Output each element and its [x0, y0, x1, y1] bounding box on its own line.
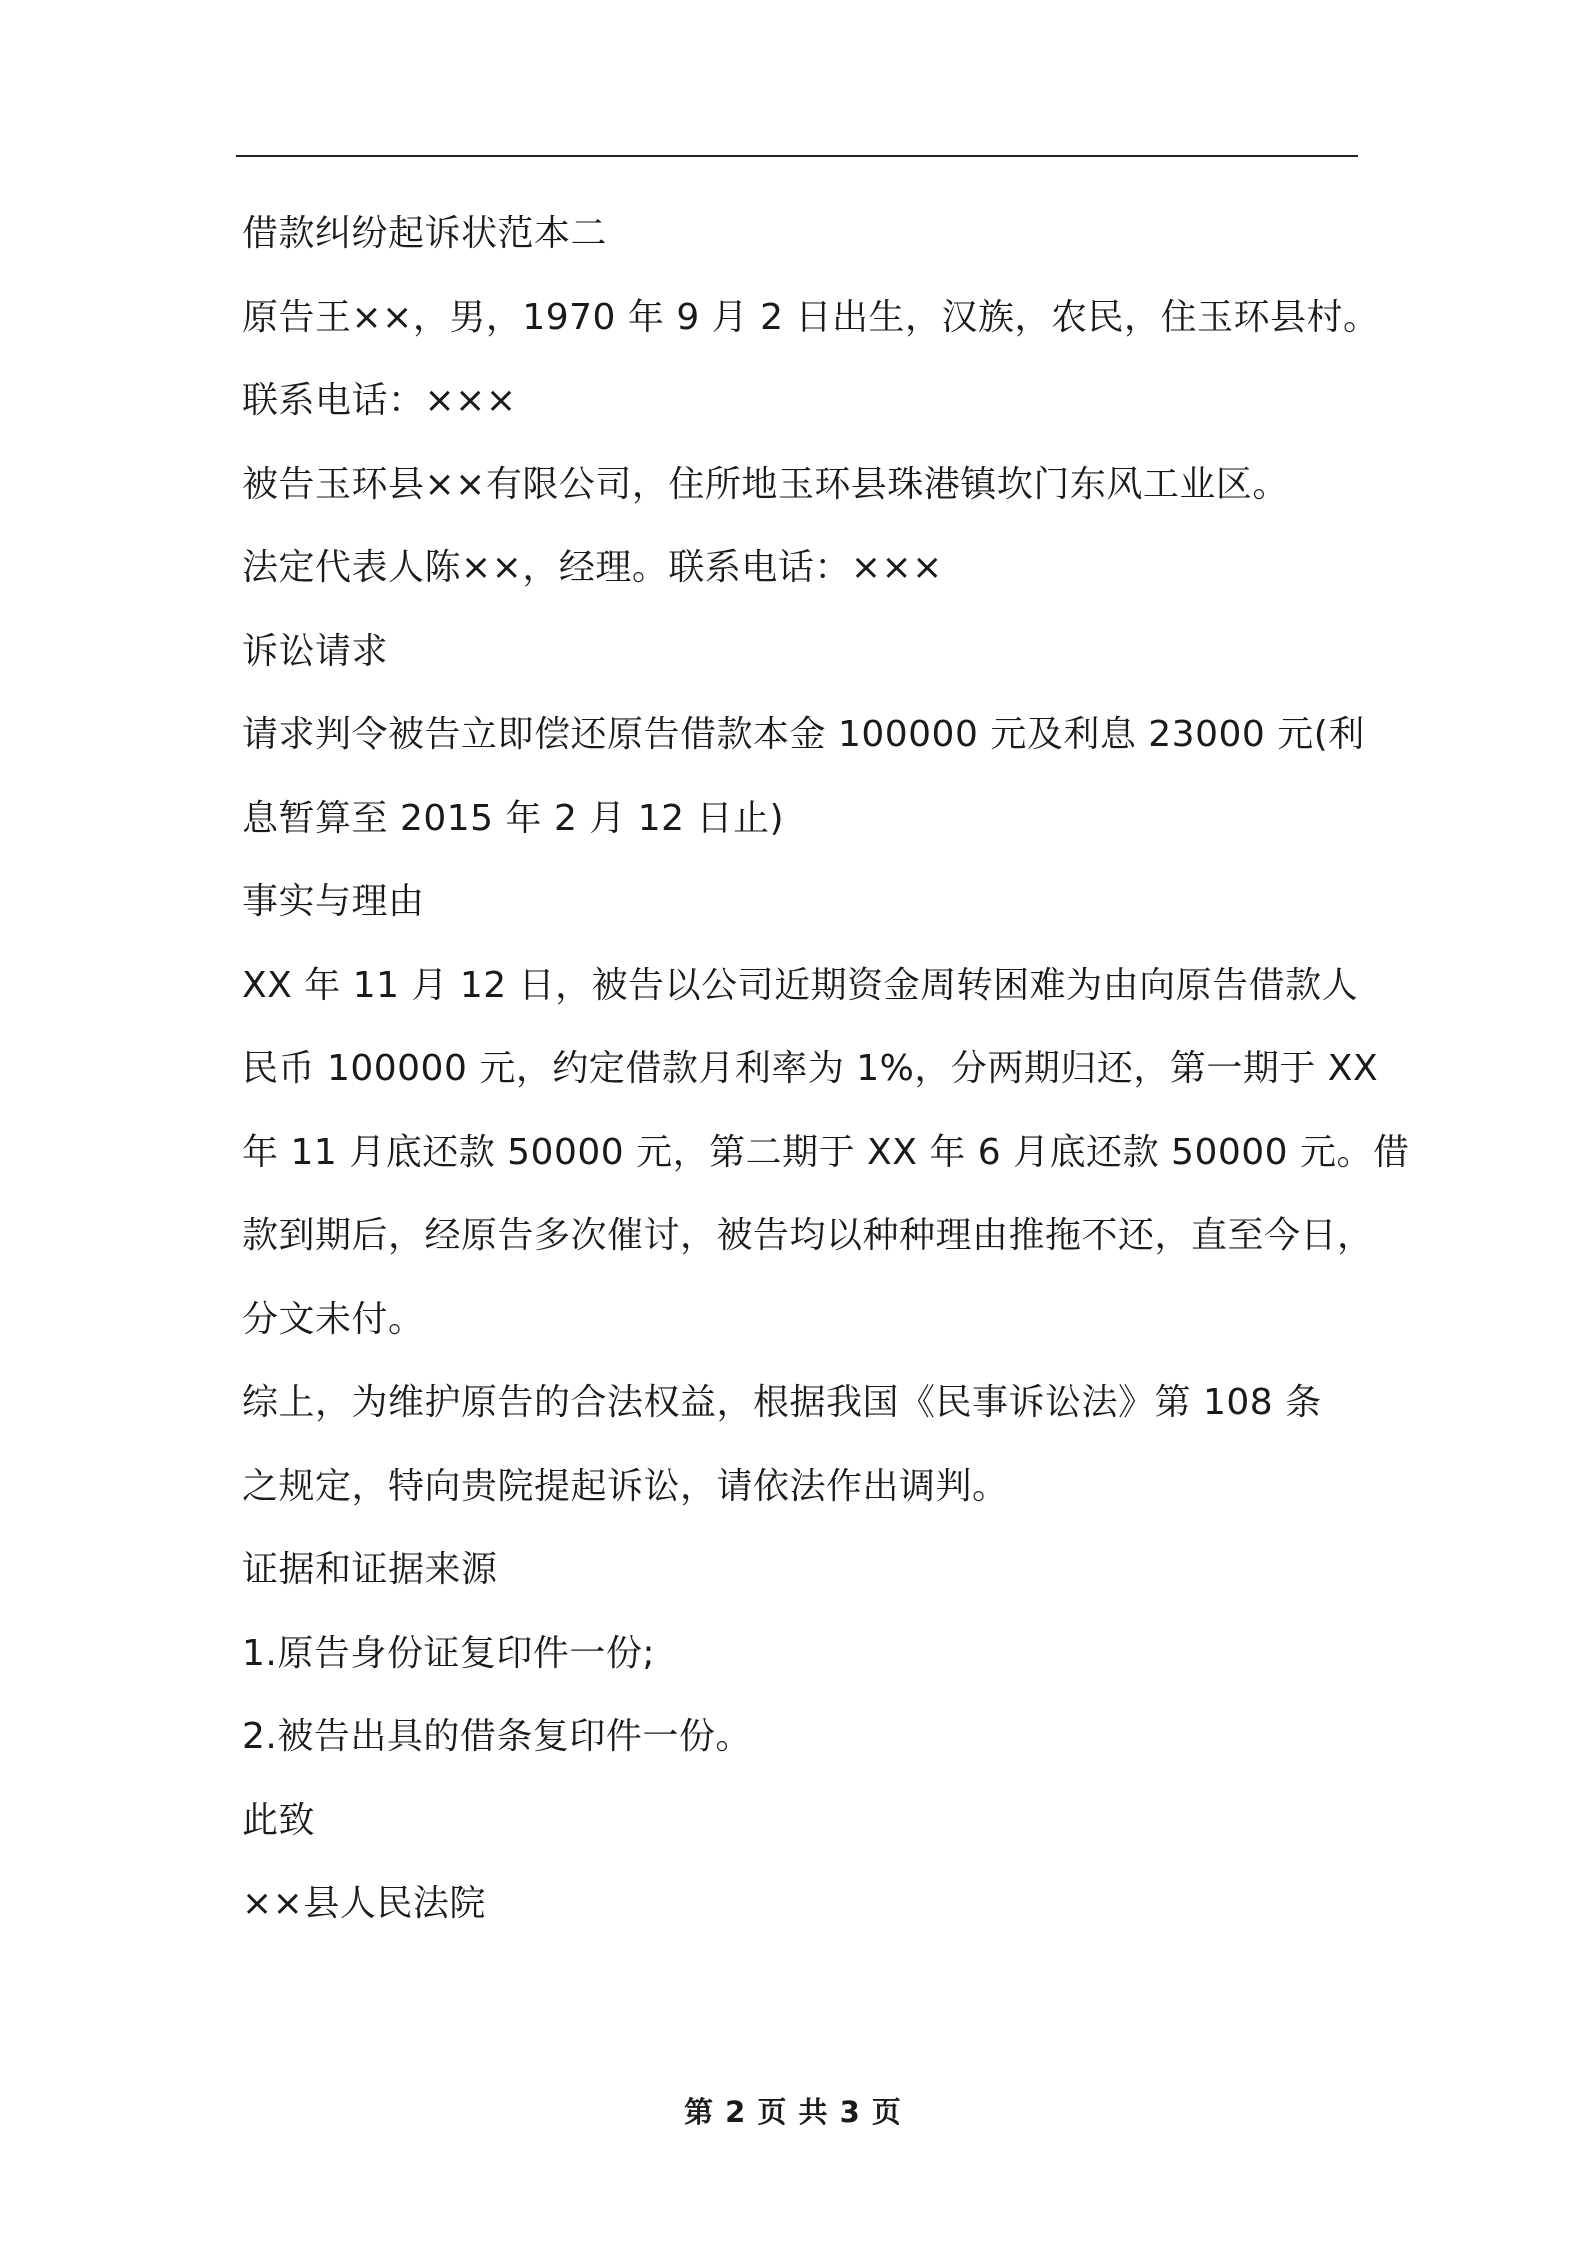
- page-number: 第 2 页 共 3 页: [684, 2095, 902, 2129]
- conclusion-text-line: 综上，为维护原告的合法权益，根据我国《民事诉讼法》第 108 条: [242, 1382, 1322, 1423]
- evidence-item: 1.原告身份证复印件一份;: [242, 1632, 655, 1674]
- conclusion-text-line: 之规定，特向贵院提起诉讼，请依法作出调判。: [242, 1465, 1009, 1507]
- claims-text-line: 息暂算至 2015 年 2 月 12 日止): [242, 797, 785, 839]
- facts-text-line: 款到期后，经原告多次催讨，被告均以种种理由推拖不还，直至今日，: [242, 1215, 1374, 1256]
- plaintiff-phone: 联系电话：×××: [242, 380, 517, 421]
- header-rule: [236, 155, 1358, 157]
- defendant-info: 被告玉环县××有限公司，住所地玉环县珠港镇坎门东风工业区。: [242, 463, 1289, 505]
- section-heading-evidence: 证据和证据来源: [242, 1549, 498, 1590]
- facts-text-line: XX 年 11 月 12 日，被告以公司近期资金周转困难为由向原告借款人: [242, 964, 1359, 1006]
- document-body: [242, 192, 1410, 1946]
- closing-salutation: 此致: [242, 1799, 316, 1841]
- document-title: 借款纠纷起诉状范本二: [242, 213, 608, 254]
- facts-text-line: 分文未付。: [242, 1298, 425, 1340]
- facts-text-line: 民币 100000 元，约定借款月利率为 1%，分两期归还，第一期于 XX: [242, 1048, 1379, 1089]
- claims-text-line: 请求判令被告立即偿还原告借款本金 100000 元及利息 23000 元(利: [242, 714, 1365, 755]
- section-heading-facts: 事实与理由: [242, 881, 425, 922]
- evidence-item: 2.被告出具的借条复印件一份。: [242, 1716, 752, 1757]
- plaintiff-info: 原告王××，男，1970 年 9 月 2 日出生，汉族，农民，住玉环县村。: [242, 296, 1380, 338]
- court-addressee: ××县人民法院: [242, 1883, 486, 1924]
- section-heading-claims: 诉讼请求: [242, 630, 389, 672]
- legal-representative: 法定代表人陈××，经理。联系电话：×××: [242, 547, 943, 588]
- facts-text-line: 年 11 月底还款 50000 元，第二期于 XX 年 6 月底还款 50000 元。借: [242, 1131, 1410, 1173]
